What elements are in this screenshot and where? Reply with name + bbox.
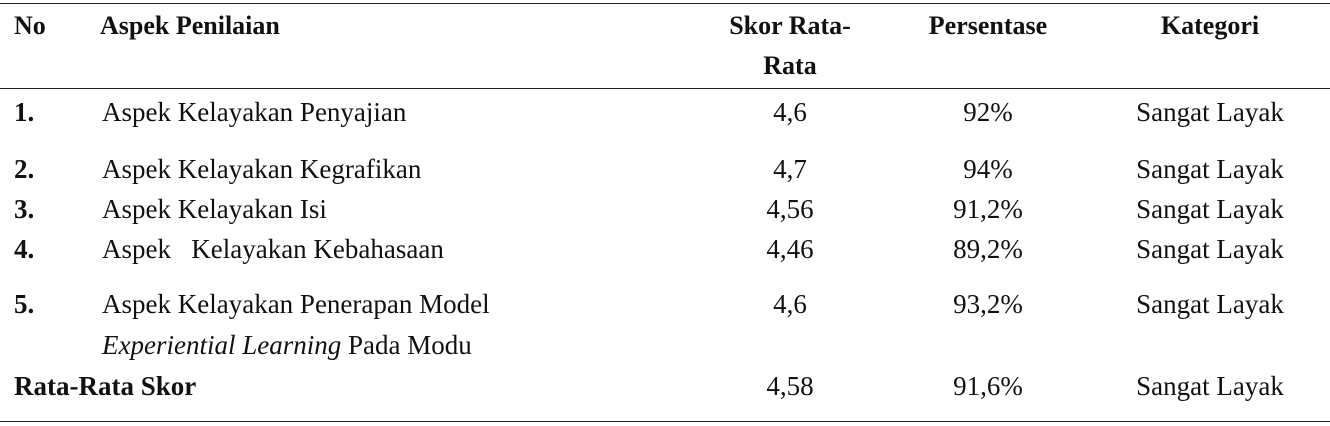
header-category: Kategori xyxy=(1160,11,1260,40)
summary-label: Rata-Rata Skor xyxy=(14,371,197,401)
row-3-score: 4,56 xyxy=(766,194,814,224)
row-2-percent: 94% xyxy=(963,154,1013,184)
row-1-aspect: Aspek Kelayakan Penyajian xyxy=(102,97,407,127)
header-no: No xyxy=(14,11,46,40)
row-1-percent: 92% xyxy=(963,97,1013,127)
summary-score: 4,58 xyxy=(766,371,814,401)
row-5-percent: 93,2% xyxy=(953,289,1023,319)
row-5-no: 5. xyxy=(14,289,35,319)
header-score-line2: Rata xyxy=(763,51,817,80)
table-top-rule xyxy=(0,3,1330,4)
row-2-score: 4,7 xyxy=(773,154,807,184)
row-3-percent: 91,2% xyxy=(953,194,1023,224)
row-1-score: 4,6 xyxy=(773,97,807,127)
header-bottom-rule xyxy=(0,88,1330,89)
row-2-category: Sangat Layak xyxy=(1136,154,1284,184)
row-5-score: 4,6 xyxy=(773,289,807,319)
table-bottom-rule xyxy=(0,421,1330,422)
header-aspect: Aspek Penilaian xyxy=(100,11,280,40)
header-percent: Persentase xyxy=(928,11,1048,40)
row-4-category: Sangat Layak xyxy=(1136,234,1284,264)
row-1-category: Sangat Layak xyxy=(1136,97,1284,127)
row-5-aspect: Aspek Kelayakan Penerapan Model xyxy=(102,289,490,319)
row-3-category: Sangat Layak xyxy=(1136,194,1284,224)
row-2-no: 2. xyxy=(14,154,35,184)
row-2-aspect: Aspek Kelayakan Kegrafikan xyxy=(102,154,422,184)
summary-category: Sangat Layak xyxy=(1136,371,1284,401)
row-5-aspect-italic: Experiential Learning xyxy=(102,330,342,360)
header-score-line1: Skor Rata- xyxy=(729,11,851,40)
row-3-aspect: Aspek Kelayakan Isi xyxy=(102,194,327,224)
row-4-aspect: Aspek Kelayakan Kebahasaan xyxy=(102,234,444,264)
row-4-score: 4,46 xyxy=(766,234,814,264)
row-5-aspect-rest: Pada Modu xyxy=(341,330,472,360)
row-3-no: 3. xyxy=(14,194,35,224)
summary-percent: 91,6% xyxy=(953,371,1023,401)
row-5-category: Sangat Layak xyxy=(1136,289,1284,319)
row-1-no: 1. xyxy=(14,97,35,127)
row-5-aspect-line2 xyxy=(102,329,472,361)
row-4-no: 4. xyxy=(14,234,35,264)
row-4-percent: 89,2% xyxy=(953,234,1023,264)
